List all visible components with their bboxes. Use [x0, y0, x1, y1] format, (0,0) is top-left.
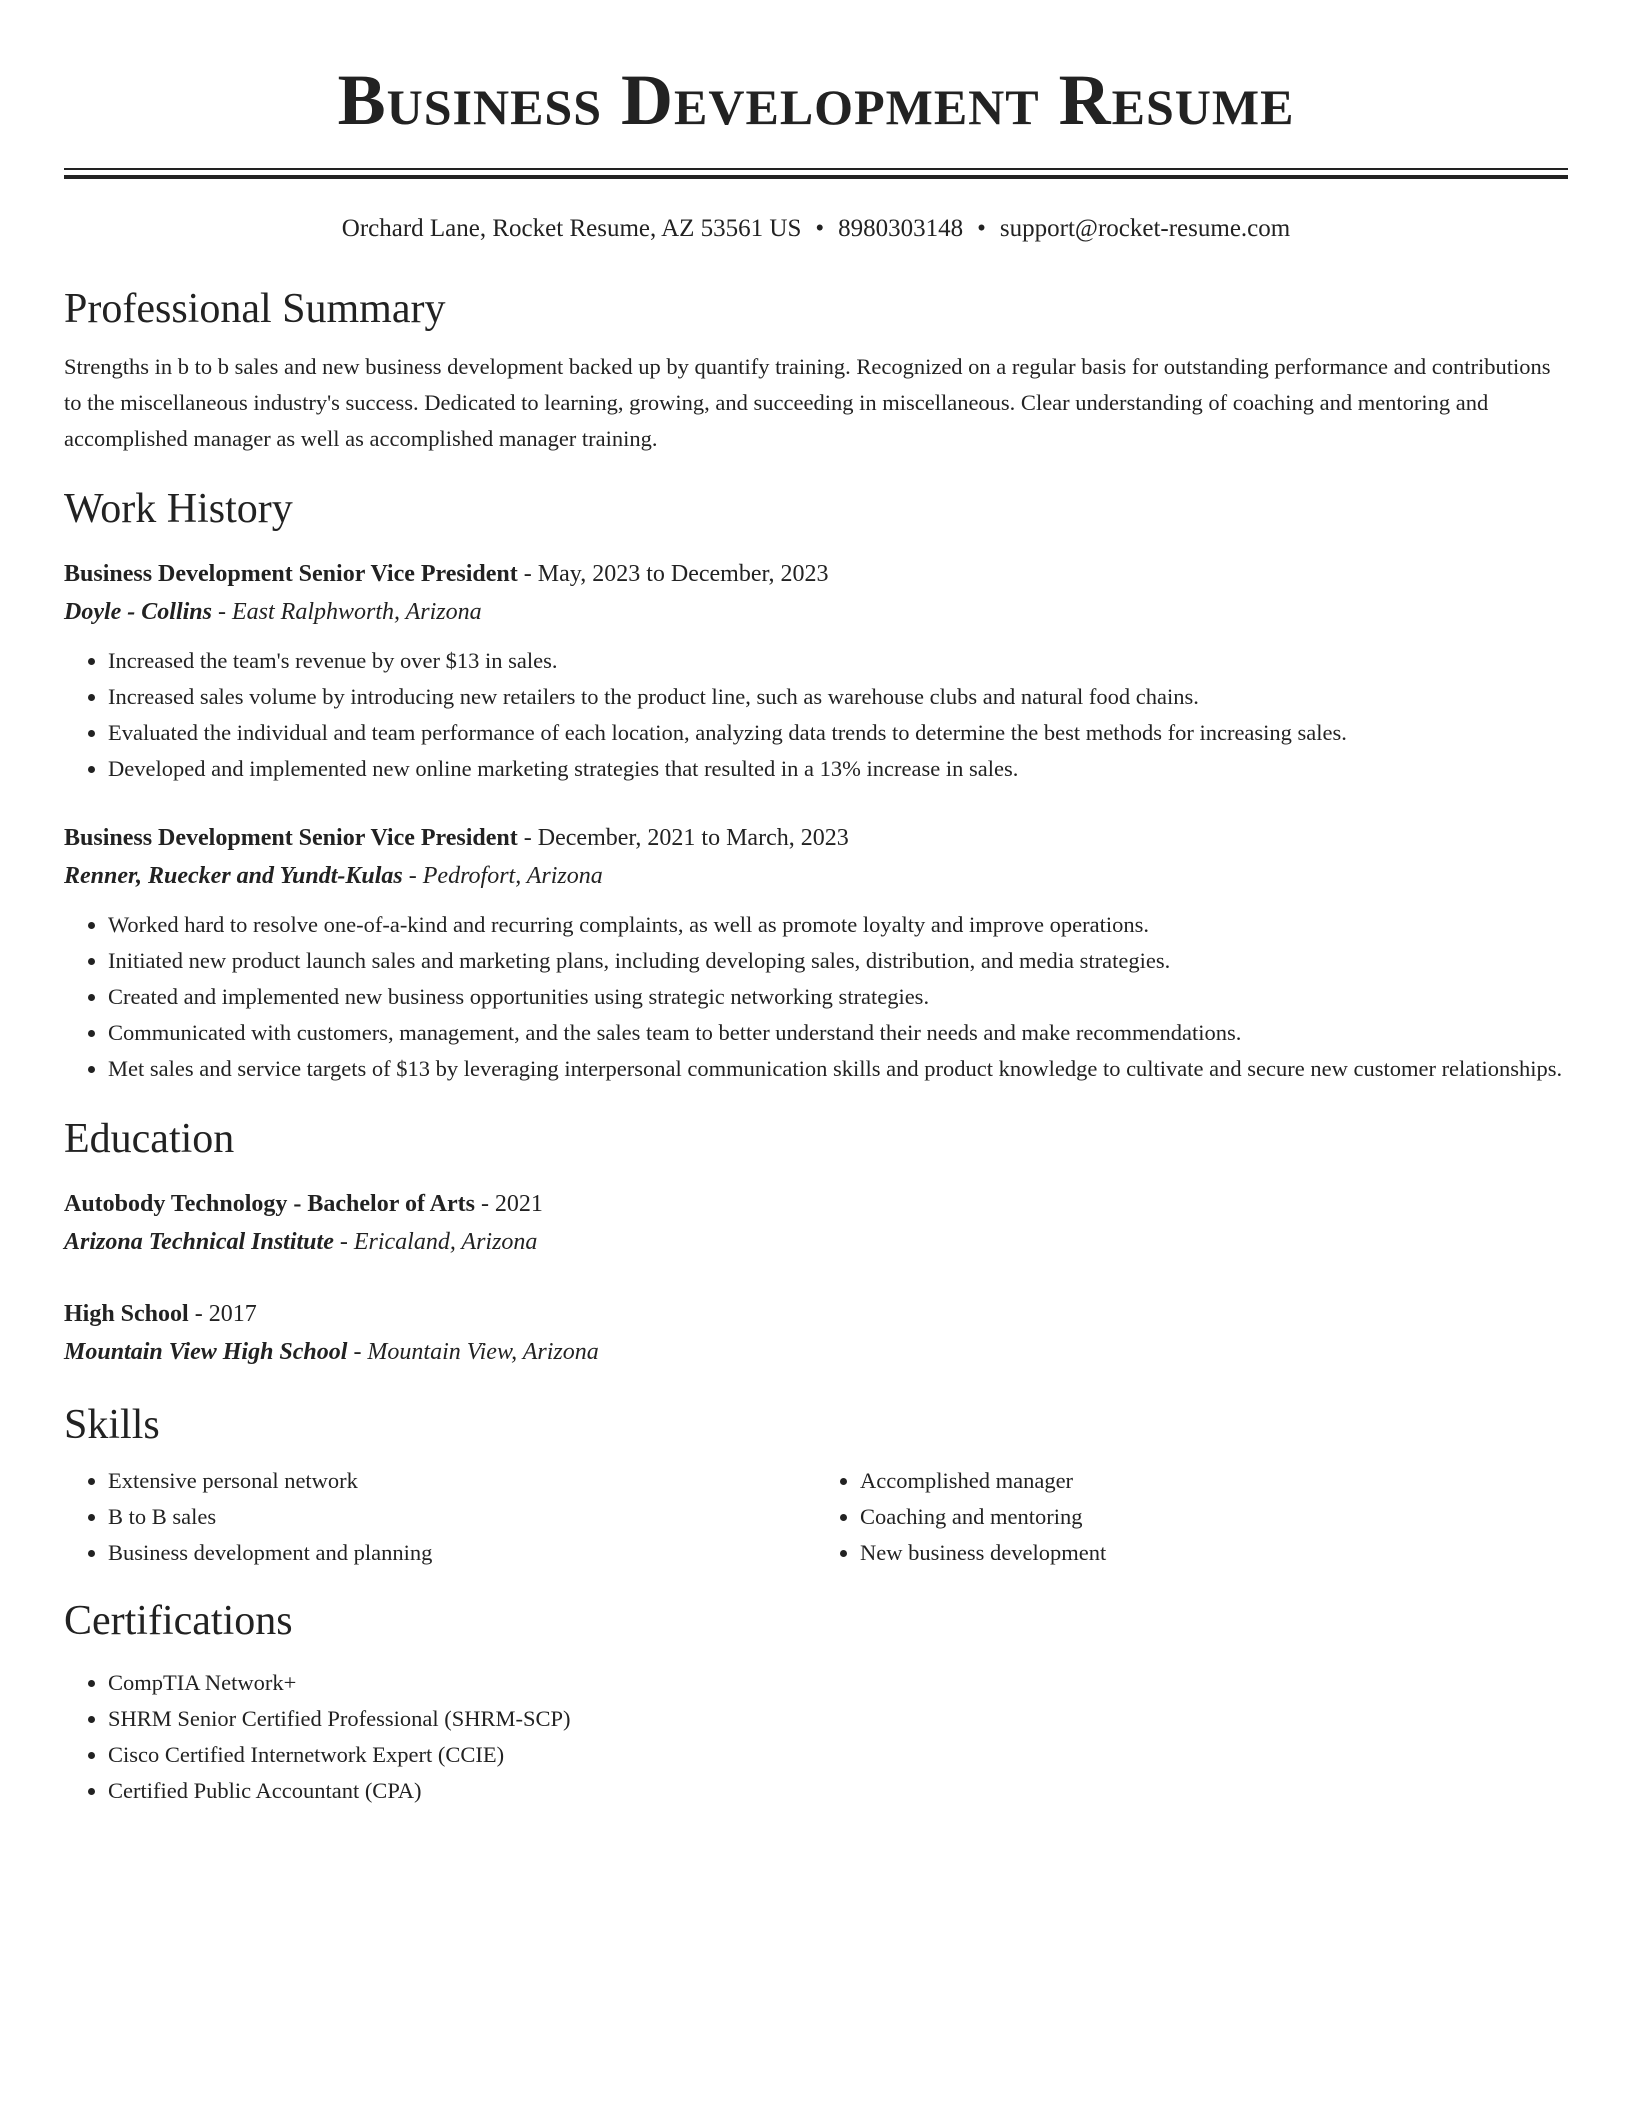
job-employer — [64, 857, 1568, 895]
job-bullet: • Increased the team's revenue by over $13 in sales. — [108, 643, 1568, 679]
job-entry — [64, 555, 1568, 787]
job-dates: - May, 2023 to December, 2023 — [517, 561, 829, 587]
job-bullet: • Communicated with customers, management, and the sales team to better understand their needs and make recommendations. — [108, 1015, 1568, 1051]
job-header — [64, 819, 1568, 857]
contact-address: Orchard Lane, Rocket Resume, AZ 53561 US — [341, 215, 802, 242]
certifications-heading: Certifications — [64, 1598, 293, 1644]
job-dates: - December, 2021 to March, 2023 — [517, 825, 849, 851]
skill-item: • Business development and planning — [108, 1535, 816, 1571]
job-role: Business Development Senior Vice President — [64, 825, 518, 851]
education-year: - 2017 — [188, 1301, 257, 1327]
work-history-heading: Work History — [64, 486, 293, 532]
job-bullet: • Developed and implemented new online marketing strategies that resulted in a 13% increase in sales. — [108, 751, 1568, 787]
education-school: Arizona Technical Institute — [64, 1229, 334, 1255]
education-year: - 2021 — [474, 1191, 543, 1217]
summary-text: Strengths in b to b sales and new business development backed up by quantify training. Recognized on a regular basis for outstanding performance and contributions to the miscellaneous industry's success. Dedicated to learning, growing, and succeeding in miscellaneous. Clear understanding of coaching and mentoring and accomplished manager as well as accomplished manager training. — [64, 354, 1551, 451]
summary-heading: Professional Summary — [64, 286, 446, 332]
education-entry — [64, 1295, 1568, 1371]
job-company: Doyle - Collins — [64, 599, 212, 625]
job-header — [64, 555, 1568, 593]
job-entry — [64, 819, 1568, 1087]
skill-item: • Extensive personal network — [108, 1463, 816, 1499]
job-bullet: • Created and implemented new business opportunities using strategic networking strategies. — [108, 979, 1568, 1015]
resume-title: Business Development Resume — [337, 60, 1295, 140]
job-bullets — [64, 907, 1568, 1087]
contact-separator: • — [815, 215, 825, 242]
job-bullet: • Initiated new product launch sales and marketing plans, including developing sales, distribution, and media strategies. — [108, 943, 1568, 979]
certification-item: • Cisco Certified Internetwork Expert (CCIE) — [108, 1737, 1568, 1773]
education-school-line — [64, 1333, 1568, 1371]
education-school: Mountain View High School — [64, 1339, 348, 1365]
contact-email: support@rocket-resume.com — [999, 215, 1291, 242]
contact-line — [64, 213, 1568, 245]
skill-item: • B to B sales — [108, 1499, 816, 1535]
education-entry — [64, 1185, 1568, 1261]
education-degree: High School — [64, 1301, 189, 1327]
certification-item: • Certified Public Accountant (CPA) — [108, 1773, 1568, 1809]
job-employer — [64, 593, 1568, 631]
skills-list-right — [816, 1463, 1568, 1571]
job-bullets — [64, 643, 1568, 787]
job-bullet: • Evaluated the individual and team performance of each location, analyzing data trends to determine the best methods for increasing sales. — [108, 715, 1568, 751]
education-header — [64, 1185, 1568, 1223]
job-location: - East Ralphworth, Arizona — [212, 599, 482, 625]
job-bullet: • Increased sales volume by introducing new retailers to the product line, such as warehouse clubs and natural food chains. — [108, 679, 1568, 715]
job-role: Business Development Senior Vice President — [64, 561, 518, 587]
skills-list-left — [64, 1463, 816, 1571]
certification-item: • CompTIA Network+ — [108, 1665, 1568, 1701]
skill-item: • New business development — [860, 1535, 1568, 1571]
education-degree: Autobody Technology - Bachelor of Arts — [64, 1191, 475, 1217]
education-heading: Education — [64, 1116, 235, 1162]
certification-item: • SHRM Senior Certified Professional (SHRM-SCP) — [108, 1701, 1568, 1737]
skill-item: • Coaching and mentoring — [860, 1499, 1568, 1535]
job-bullet: • Met sales and service targets of $13 by leveraging interpersonal communication skills and product knowledge to cultivate and secure new customer relationships. — [108, 1051, 1568, 1087]
certifications-list — [64, 1665, 1568, 1809]
education-school-line — [64, 1223, 1568, 1261]
skill-item: • Accomplished manager — [860, 1463, 1568, 1499]
contact-phone: 8980303148 — [838, 215, 964, 242]
title-divider — [64, 168, 1568, 179]
skills-heading: Skills — [64, 1402, 160, 1448]
education-location: - Mountain View, Arizona — [347, 1339, 599, 1365]
job-location: - Pedrofort, Arizona — [402, 863, 603, 889]
job-bullet: • Worked hard to resolve one-of-a-kind and recurring complaints, as well as promote loyalty and improve operations. — [108, 907, 1568, 943]
education-header — [64, 1295, 1568, 1333]
job-company: Renner, Ruecker and Yundt-Kulas — [64, 863, 403, 889]
education-location: - Ericaland, Arizona — [333, 1229, 538, 1255]
contact-separator: • — [977, 215, 986, 242]
skills-columns — [64, 1463, 1568, 1571]
